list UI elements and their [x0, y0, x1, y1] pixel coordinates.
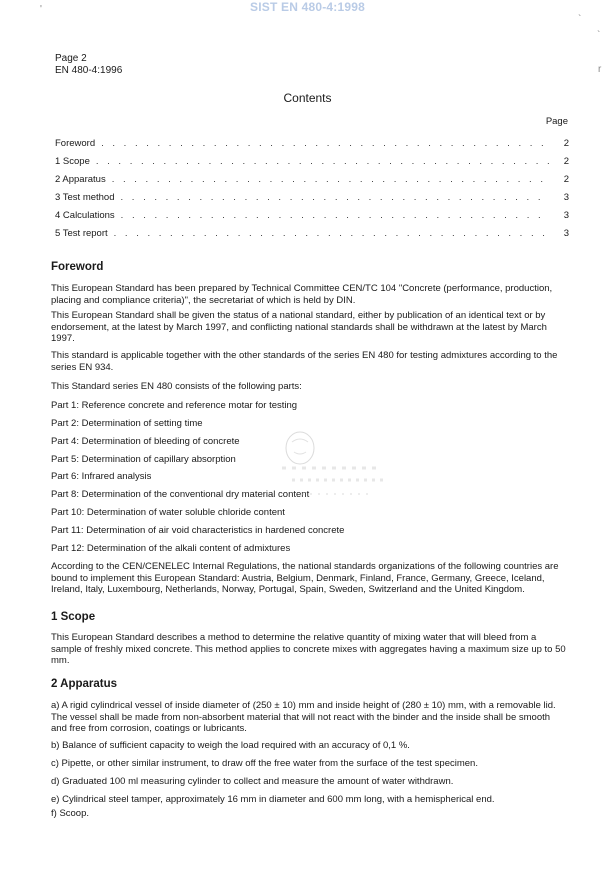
- part-list-item: Part 11: Determination of air void characteristics in hardened concrete: [51, 525, 345, 536]
- scan-mark: r: [598, 64, 602, 75]
- toc-entry-scope[interactable]: 1 Scope . . . 2: [55, 156, 569, 167]
- toc-entry-calculations[interactable]: 4 Calculations . . . 3: [55, 210, 569, 221]
- standard-number-header: EN 480-4:1996: [55, 65, 123, 76]
- scan-mark: `: [597, 30, 601, 41]
- toc-entry-test-method[interactable]: 3 Test method . . . 3: [55, 192, 569, 203]
- foreword-paragraph-1: This European Standard has been prepared by Technical Committee CEN/TC 104 "Concrete (performance, production, placing and compliance criteria)", the secretariat of which is held by DIN.: [51, 283, 553, 306]
- apparatus-item-f: f) Scoop.: [51, 808, 90, 819]
- contents-title: Contents: [283, 91, 332, 105]
- document-watermark: SIST EN 480-4:1998: [250, 0, 365, 14]
- part-list-item: Part 10: Determination of water soluble chloride content: [51, 507, 285, 518]
- part-list-item: Part 4: Determination of bleeding of concrete: [51, 436, 240, 447]
- scope-paragraph: This European Standard describes a method to determine the relative quantity of mixing water that will bleed from a sample of freshly mixed concrete. This method applies to concrete mixes with aggregates having a maximum size up to 50 mm.: [51, 632, 566, 666]
- apparatus-item-a: a) A rigid cylindrical vessel of inside diameter of (250 ± 10) mm and inside height of (280 ± 10) mm, with a removable lid. The vessel shall be made from non-absorbent material that will not react with the binder and the inside shall be smooth and free from corrosion, coatings or lubricants.: [51, 700, 556, 734]
- apparatus-item-e: e) Cylindrical steel tamper, approximately 16 mm in diameter and 600 mm long, with a hemispherical end.: [51, 794, 495, 805]
- part-list-item: Part 5: Determination of capillary absorption: [51, 454, 236, 465]
- foreword-heading: Foreword: [51, 261, 104, 273]
- scope-heading: 1 Scope: [51, 611, 96, 623]
- contents-page-label: Page: [545, 116, 568, 127]
- faded-stamp-graphic: [262, 428, 392, 508]
- apparatus-item-d: d) Graduated 100 ml measuring cylinder to collect and measure the amount of water withdrawn.: [51, 776, 454, 787]
- foreword-paragraph-3: This standard is applicable together with the other standards of the series EN 480 for testing admixtures according to the series EN 934.: [51, 350, 558, 373]
- part-list-item: Part 2: Determination of setting time: [51, 418, 203, 429]
- scan-mark: `: [578, 14, 582, 25]
- foreword-paragraph-5: According to the CEN/CENELEC Internal Regulations, the national standards organizations of the following countries are bound to implement this European Standard: Austria, Belgium, Denmark, Finland, France, Germany, Greece, Iceland, Ireland, Italy, Luxembourg, Netherlands, Norway, Portugal, Spain, Sweden, Switzerland and the United Kingdom.: [51, 561, 559, 595]
- scan-mark: ': [40, 4, 42, 15]
- foreword-paragraph-2: This European Standard shall be given the status of a national standard, either by publication of an identical text or by endorsement, at the latest by March 1997, and conflicting national standards shall be withdrawn at the latest by March 1997.: [51, 310, 547, 344]
- part-list-item: Part 8: Determination of the conventional dry material content: [51, 489, 310, 500]
- part-list-item: Part 1: Reference concrete and reference motar for testing: [51, 400, 298, 411]
- toc-entry-apparatus[interactable]: 2 Apparatus . . . 2: [55, 174, 569, 185]
- part-list-item: Part 6: Infrared analysis: [51, 471, 152, 482]
- toc-entry-foreword[interactable]: Foreword . . . 2: [55, 138, 569, 149]
- apparatus-item-c: c) Pipette, or other similar instrument, to draw off the free water from the surface of the test specimen.: [51, 758, 478, 769]
- toc-entry-test-report[interactable]: 5 Test report . . . 3: [55, 228, 569, 239]
- part-list-item: Part 12: Determination of the alkali content of admixtures: [51, 543, 291, 554]
- page-number-header: Page 2: [55, 53, 87, 64]
- apparatus-heading: 2 Apparatus: [51, 678, 118, 690]
- foreword-paragraph-4: This Standard series EN 480 consists of the following parts:: [51, 381, 302, 392]
- apparatus-item-b: b) Balance of sufficient capacity to weigh the load required with an accuracy of 0,1 %.: [51, 740, 410, 751]
